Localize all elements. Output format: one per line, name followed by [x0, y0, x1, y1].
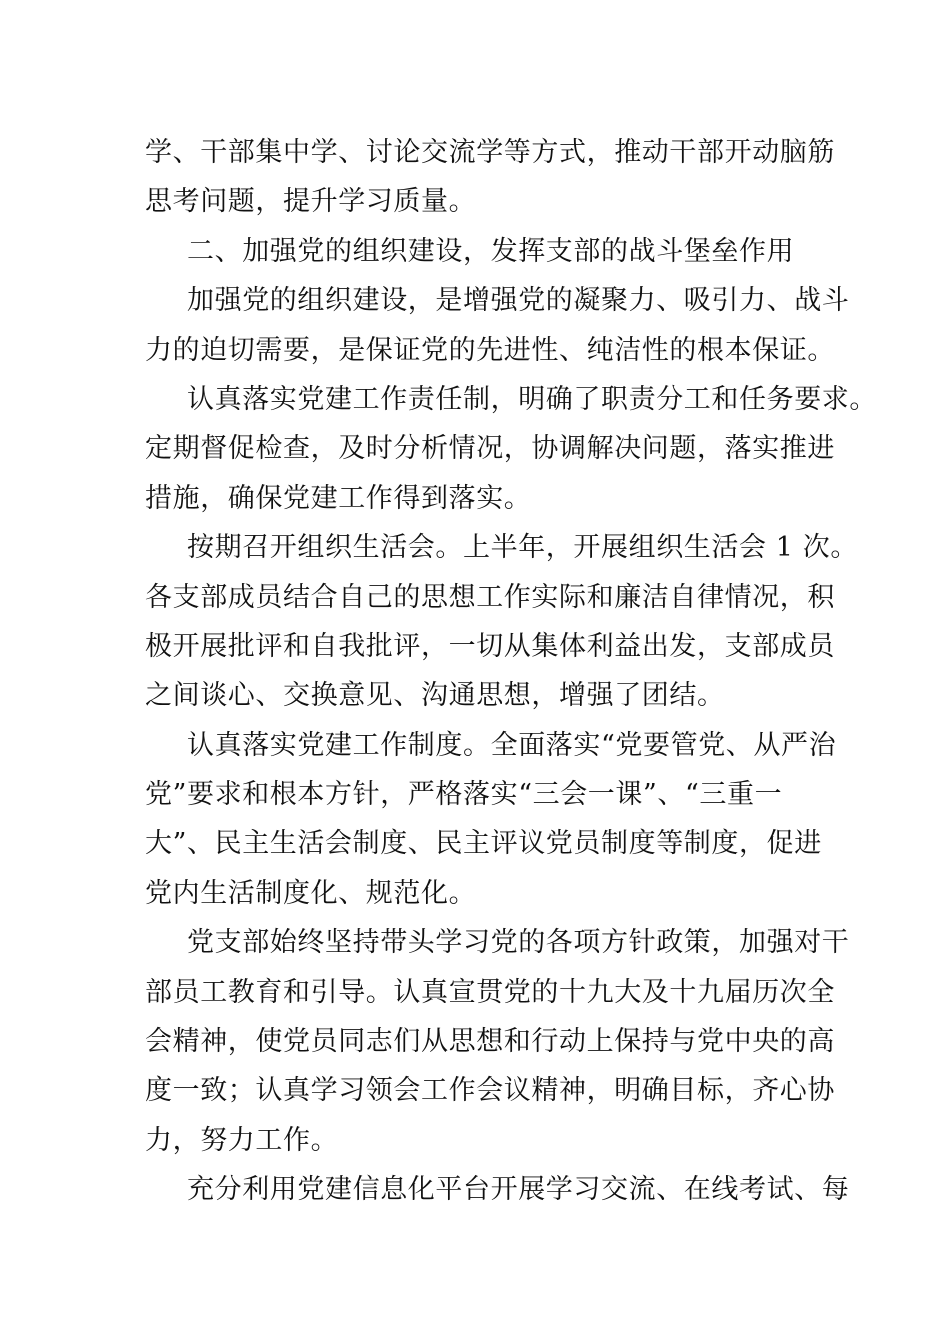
paragraph-line: 党支部始终坚持带头学习党的各项方针政策，加强对干 [187, 927, 850, 959]
section-heading: 二、加强党的组织建设，发挥支部的战斗堡垒作用 [187, 235, 795, 267]
paragraph-line: 各支部成员结合自己的思想工作实际和廉洁自律情况，积 [145, 581, 835, 613]
paragraph-line: 措施，确保党建工作得到落实。 [145, 482, 532, 514]
paragraph-line: 会精神，使党员同志们从思想和行动上保持与党中央的高 [145, 1026, 835, 1058]
paragraph-line: 思考问题，提升学习质量。 [145, 186, 477, 218]
paragraph-line: 之间谈心、交换意见、沟通思想，增强了团结。 [145, 680, 725, 712]
paragraph-line: 力的迫切需要，是保证党的先进性、纯洁性的根本保证。 [145, 334, 835, 366]
paragraph-line: 加强党的组织建设，是增强党的凝聚力、吸引力、战斗 [187, 285, 850, 317]
paragraph-line: 党”要求和根本方针，严格落实“三会一课”、“三重一 [145, 779, 783, 811]
paragraph-line: 按期召开组织生活会。上半年，开展组织生活会 1 次。 [187, 532, 858, 564]
paragraph-line: 度一致；认真学习领会工作会议精神，明确目标，齐心协 [145, 1075, 835, 1107]
paragraph-line: 部员工教育和引导。认真宣贯党的十九大及十九届历次全 [145, 976, 835, 1008]
paragraph-line: 力，努力工作。 [145, 1124, 339, 1156]
document-body [145, 128, 877, 1215]
paragraph-line: 学、干部集中学、讨论交流学等方式，推动干部开动脑筋 [145, 137, 835, 168]
paragraph-line: 大”、民主生活会制度、民主评议党员制度等制度，促进 [145, 828, 822, 860]
paragraph-line: 定期督促检查，及时分析情况，协调解决问题，落实推进 [145, 433, 835, 465]
paragraph-line: 认真落实党建工作制度。全面落实“党要管党、从严治 [187, 729, 837, 761]
paragraph-line: 党内生活制度化、规范化。 [145, 877, 477, 909]
paragraph-line: 认真落实党建工作责任制，明确了职责分工和任务要求。 [187, 383, 877, 415]
paragraph-line: 极开展批评和自我批评，一切从集体利益出发，支部成员 [145, 630, 835, 662]
paragraph-line: 充分利用党建信息化平台开展学习交流、在线考试、每 [187, 1174, 850, 1206]
